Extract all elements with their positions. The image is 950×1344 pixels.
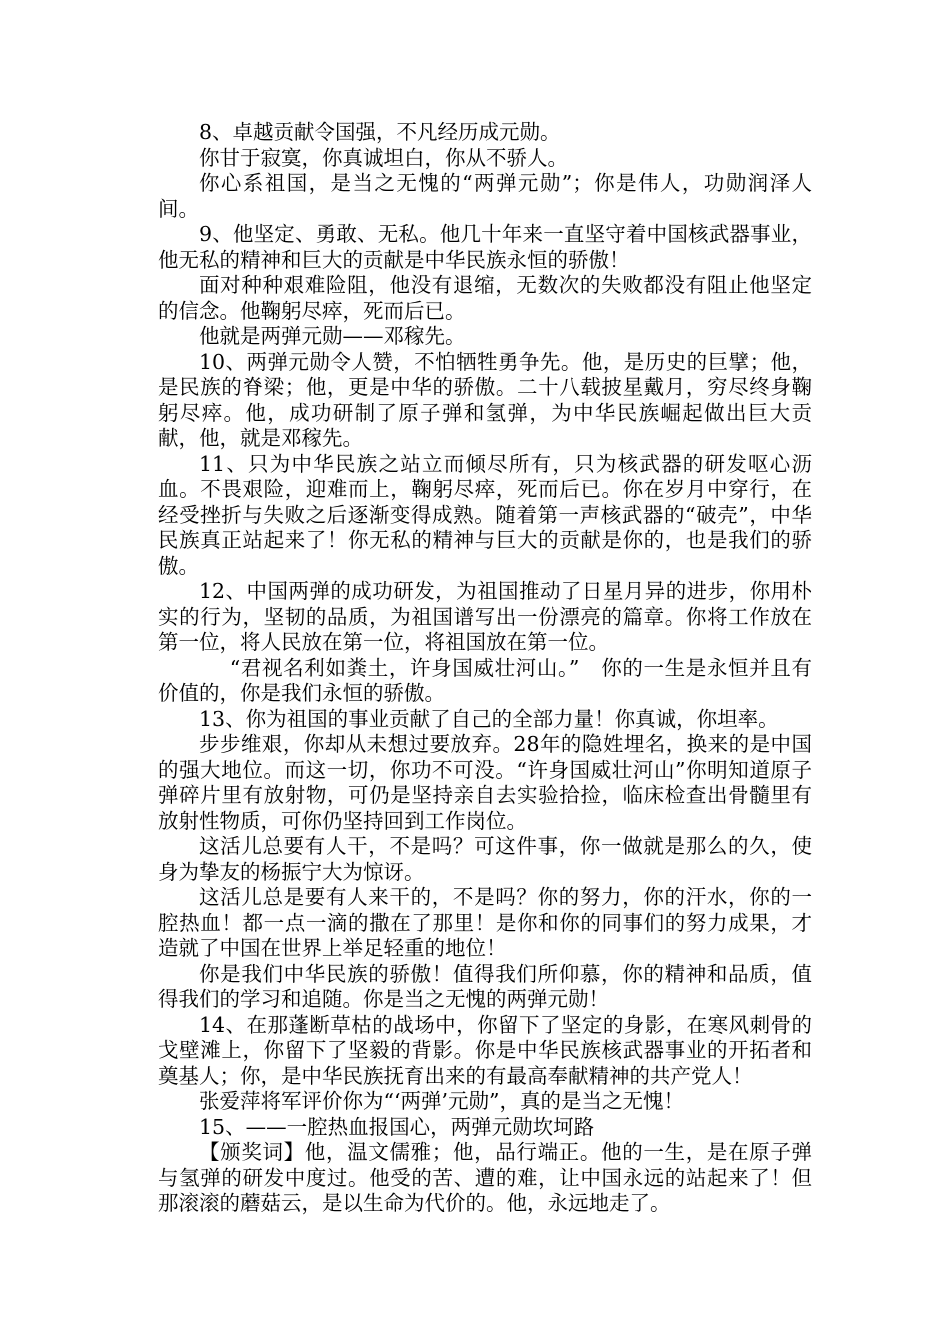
paragraph: 10、两弹元勋令人赞，不怕牺牲勇争先。他，是历史的巨擘；他，是民族的脊梁；他，更是中华的骄傲。二十八载披星戴月，穷尽终身鞠躬尽瘁。他，成功研制了原子弹和氢弹，为中华民族崛起做出巨大贡献，他，就是邓稼先。 bbox=[158, 349, 812, 450]
paragraph: 12、中国两弹的成功研发，为祖国推动了日星月异的进步，你用朴实的行为，坚韧的品质，为祖国谱写出一份漂亮的篇章。你将工作放在第一位，将人民放在第一位，将祖国放在第一位。 bbox=[158, 579, 812, 654]
paragraph: “君视名利如粪土，许身国威壮河山。” 你的一生是永恒并且有价值的，你是我们永恒的骄傲。 bbox=[158, 655, 812, 705]
paragraph: 面对种种艰难险阻，他没有退缩，无数次的失败都没有阻止他坚定的信念。他鞠躬尽瘁，死而后已。 bbox=[158, 273, 812, 323]
paragraph: 步步维艰，你却从未想过要放弃。28年的隐姓埋名，换来的是中国的强大地位。而这一切，你功不可没。“许身国威壮河山”你明知道原子弹碎片里有放射物，可仍是坚持亲自去实验拾捡，临床检查出骨髓里有放射性物质，可你仍坚持回到工作岗位。 bbox=[158, 732, 812, 833]
paragraph: 9、他坚定、勇敢、无私。他几十年来一直坚守着中国核武器事业，他无私的精神和巨大的贡献是中华民族永恒的骄傲！ bbox=[158, 222, 812, 272]
paragraph: 8、卓越贡献令国强，不凡经历成元勋。 bbox=[199, 120, 561, 144]
paragraph: 你心系祖国，是当之无愧的“两弹元勋”；你是伟人，功勋润泽人间。 bbox=[158, 171, 812, 221]
paragraph: 张爱萍将军评价你为“‘两弹’元勋”，真的是当之无愧！ bbox=[199, 1089, 684, 1113]
paragraph: 11、只为中华民族之站立而倾尽所有，只为核武器的研发呕心沥血。不畏艰险，迎难而上，鞠躬尽瘁，死而后已。你在岁月中穿行，在经受挫折与失败之后逐渐变得成熟。随着第一声核武器的“破壳”，中华民族真正站起来了！你无私的精神与巨大的贡献是你的，也是我们的骄傲。 bbox=[158, 451, 812, 578]
paragraph: 你是我们中华民族的骄傲！值得我们所仰慕，你的精神和品质，值得我们的学习和追随。你是当之无愧的两弹元勋！ bbox=[158, 961, 812, 1011]
paragraph: 这活儿总要有人干，不是吗？可这件事，你一做就是那么的久，使身为挚友的杨振宁大为惊讶。 bbox=[158, 834, 812, 884]
paragraph: 13、你为祖国的事业贡献了自己的全部力量！你真诚，你坦率。 bbox=[199, 706, 779, 731]
paragraph: 【颁奖词】他，温文儒雅；他，品行端正。他的一生，是在原子弹与氢弹的研发中度过。他受的苦、遭的难，让中国永远的站起来了！但那滚滚的蘑菇云，是以生命为代价的。他，永远地走了。 bbox=[158, 1140, 812, 1215]
paragraph: 14、在那蓬断草枯的战场中，你留下了坚定的身影，在寒风刺骨的戈壁滩上，你留下了坚毅的背影。你是中华民族核武器事业的开拓者和奠基人；你，是中华民族抚育出来的有最高奉献精神的共产党人！ bbox=[158, 1012, 812, 1088]
document-body bbox=[158, 120, 812, 1217]
paragraph: 这活儿总是要有人来干的，不是吗？你的努力，你的汗水，你的一腔热血！都一点一滴的撒在了那里！是你和你的同事们的努力成果，才造就了中国在世界上举足轻重的地位！ bbox=[158, 885, 812, 960]
paragraph: 15、——一腔热血报国心，两弹元勋坎坷路 bbox=[199, 1114, 595, 1139]
paragraph: 他就是两弹元勋——邓稼先。 bbox=[199, 324, 466, 348]
paragraph: 你甘于寂寞，你真诚坦白，你从不骄人。 bbox=[199, 145, 568, 170]
